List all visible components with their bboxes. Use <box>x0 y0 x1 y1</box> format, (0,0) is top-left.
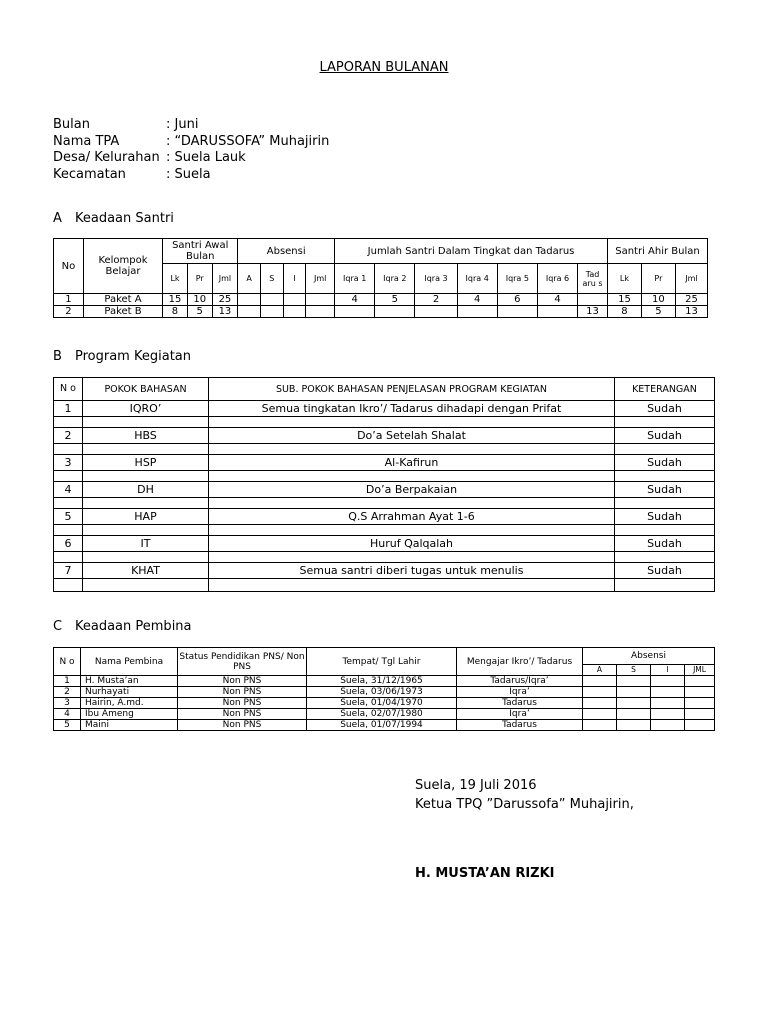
table-cell: 4 <box>335 294 375 306</box>
table-cell: IQRO’ <box>83 401 209 417</box>
table-cell: Sudah <box>615 509 715 525</box>
empty-cell <box>583 709 617 720</box>
empty-cell <box>54 579 83 592</box>
table-cell: 8 <box>163 306 188 318</box>
sub-header-cell: I <box>283 264 306 294</box>
table-cell <box>537 306 577 318</box>
table-cell: HAP <box>83 509 209 525</box>
table-cell: Paket A <box>83 294 162 306</box>
sub-header-cell: Iqra 5 <box>497 264 537 294</box>
sub-header-cell: Tad aru s <box>578 264 608 294</box>
table-cell <box>306 294 335 306</box>
empty-cell <box>617 720 651 731</box>
spacer-row <box>54 579 715 592</box>
table-cell: Maini <box>81 720 178 731</box>
table-cell <box>335 306 375 318</box>
sub-header-cell: Iqra 3 <box>415 264 457 294</box>
table-row <box>54 428 715 444</box>
col-no: N o <box>54 648 81 676</box>
table-cell: DH <box>83 482 209 498</box>
empty-cell <box>83 552 209 563</box>
col-santri-awal: Santri Awal Bulan <box>163 239 238 264</box>
table-cell <box>238 294 261 306</box>
col-pokok: POKOK BAHASAN <box>83 378 209 401</box>
table-cell: 2 <box>415 294 457 306</box>
table-cell: H. Musta’an <box>81 676 178 687</box>
info-bulan: Bulan : Juni <box>53 117 199 132</box>
empty-cell <box>83 498 209 509</box>
table-cell: 3 <box>54 455 83 471</box>
table-cell: 13 <box>212 306 238 318</box>
table-row <box>54 536 715 552</box>
col-kelompok: Kelompok Belajar <box>83 239 162 294</box>
empty-cell <box>617 709 651 720</box>
table-cell: 3 <box>54 698 81 709</box>
page-title: LAPORAN BULANAN <box>319 60 449 75</box>
table-cell: 4 <box>54 709 81 720</box>
table-cell <box>415 306 457 318</box>
table-cell <box>260 306 283 318</box>
empty-cell <box>54 417 83 428</box>
table-cell: Do’a Setelah Shalat <box>209 428 615 444</box>
empty-cell <box>83 444 209 455</box>
spacer-row <box>54 498 715 509</box>
table-cell: 5 <box>187 306 212 318</box>
table-cell <box>457 306 497 318</box>
empty-cell <box>583 687 617 698</box>
table-cell <box>283 306 306 318</box>
sub-header-cell: Iqra 1 <box>335 264 375 294</box>
table-cell: Hairin, A.md. <box>81 698 178 709</box>
table-cell: 5 <box>375 294 415 306</box>
table-cell: 6 <box>497 294 537 306</box>
empty-cell <box>617 687 651 698</box>
table-cell: 4 <box>54 482 83 498</box>
empty-cell <box>685 687 715 698</box>
section-b-heading: B Program Kegiatan <box>53 349 191 364</box>
sub-header-cell: Iqra 4 <box>457 264 497 294</box>
table-cell <box>306 306 335 318</box>
table-cell: Tadarus/Iqra’ <box>457 676 583 687</box>
table-cell: Q.S Arrahman Ayat 1-6 <box>209 509 615 525</box>
table-cell: Paket B <box>83 306 162 318</box>
table-cell: KHAT <box>83 563 209 579</box>
table-cell: Sudah <box>615 455 715 471</box>
table-cell: 1 <box>54 401 83 417</box>
sub-header-cell: Lk <box>163 264 188 294</box>
table-cell: 13 <box>675 306 707 318</box>
empty-cell <box>209 417 615 428</box>
table-cell: Semua tingkatan Ikro’/ Tadarus dihadapi dengan Prifat <box>209 401 615 417</box>
table-row <box>54 294 708 306</box>
empty-cell <box>54 498 83 509</box>
table-cell: 6 <box>54 536 83 552</box>
section-c-heading: C Keadaan Pembina <box>53 619 192 634</box>
table-cell: Huruf Qalqalah <box>209 536 615 552</box>
info-nama-tpa: Nama TPA : “DARUSSOFA” Muhajirin <box>53 133 330 149</box>
empty-cell <box>617 676 651 687</box>
col-mengajar: Mengajar Ikro’/ Tadarus <box>457 648 583 676</box>
empty-cell <box>651 720 685 731</box>
empty-cell <box>615 552 715 563</box>
program-table <box>53 377 715 592</box>
sub-header-cell: JML <box>685 665 715 676</box>
table-cell: Tadarus <box>457 720 583 731</box>
empty-cell <box>685 676 715 687</box>
empty-cell <box>209 498 615 509</box>
table-cell <box>260 294 283 306</box>
table-cell: HSP <box>83 455 209 471</box>
table-cell: Tadarus <box>457 698 583 709</box>
empty-cell <box>651 676 685 687</box>
empty-cell <box>615 579 715 592</box>
sub-header-cell: S <box>260 264 283 294</box>
col-nama: Nama Pembina <box>81 648 178 676</box>
empty-cell <box>83 417 209 428</box>
empty-cell <box>651 698 685 709</box>
col-no: No <box>54 239 84 294</box>
col-keterangan: KETERANGAN <box>615 378 715 401</box>
table-cell: Suela, 01/07/1994 <box>307 720 457 731</box>
empty-cell <box>615 498 715 509</box>
table-cell: Sudah <box>615 563 715 579</box>
table-row <box>54 698 715 709</box>
empty-cell <box>615 471 715 482</box>
sub-header-cell: Jml <box>675 264 707 294</box>
table-cell: 5 <box>54 509 83 525</box>
table-row <box>54 687 715 698</box>
col-absensi: Absensi <box>238 239 335 264</box>
table-cell: 2 <box>54 687 81 698</box>
empty-cell <box>685 709 715 720</box>
table-cell: HBS <box>83 428 209 444</box>
spacer-row <box>54 471 715 482</box>
table-cell: Suela, 02/07/1980 <box>307 709 457 720</box>
table-cell: 1 <box>54 294 84 306</box>
table-cell: Non PNS <box>178 676 307 687</box>
table-cell: Non PNS <box>178 687 307 698</box>
sub-header-cell: A <box>238 264 261 294</box>
table-cell: Sudah <box>615 428 715 444</box>
empty-cell <box>209 444 615 455</box>
col-sub-pokok: SUB. POKOK BAHASAN PENJELASAN PROGRAM KEGIATAN <box>209 378 615 401</box>
empty-cell <box>685 698 715 709</box>
table-row <box>54 563 715 579</box>
table-row <box>54 676 715 687</box>
sub-header-cell: Iqra 6 <box>537 264 577 294</box>
table-cell: 13 <box>578 306 608 318</box>
empty-cell <box>54 471 83 482</box>
col-santri-ahir: Santri Ahir Bulan <box>607 239 707 264</box>
spacer-row <box>54 444 715 455</box>
spacer-row <box>54 525 715 536</box>
empty-cell <box>209 471 615 482</box>
col-ttl: Tempat/ Tgl Lahir <box>307 648 457 676</box>
section-a-heading: A Keadaan Santri <box>53 211 174 226</box>
table-cell: Sudah <box>615 401 715 417</box>
sub-header-cell: I <box>651 665 685 676</box>
table-row <box>54 509 715 525</box>
table-cell: 10 <box>187 294 212 306</box>
table-cell: Suela, 01/04/1970 <box>307 698 457 709</box>
signature-place-date: Suela, 19 Juli 2016 <box>415 778 537 793</box>
sub-header-cell: Pr <box>187 264 212 294</box>
empty-cell <box>54 552 83 563</box>
sub-header-cell: Jml <box>212 264 238 294</box>
table-cell: 15 <box>607 294 641 306</box>
table-cell: 4 <box>457 294 497 306</box>
sub-header-cell: S <box>617 665 651 676</box>
table-cell <box>283 294 306 306</box>
table-cell: Suela, 03/06/1973 <box>307 687 457 698</box>
table-row <box>54 306 708 318</box>
table-cell: 8 <box>607 306 641 318</box>
table-row <box>54 482 715 498</box>
table-cell: IT <box>83 536 209 552</box>
sub-header-cell: Lk <box>607 264 641 294</box>
signature-name: H. MUSTA’AN RIZKI <box>415 866 555 881</box>
table-cell: 25 <box>212 294 238 306</box>
table-cell: Non PNS <box>178 709 307 720</box>
sub-header-cell: A <box>583 665 617 676</box>
table-cell: 1 <box>54 676 81 687</box>
table-cell <box>238 306 261 318</box>
empty-cell <box>83 471 209 482</box>
empty-cell <box>209 552 615 563</box>
table-row <box>54 455 715 471</box>
table-cell: 5 <box>641 306 675 318</box>
col-status: Status Pendidikan PNS/ Non PNS <box>178 648 307 676</box>
empty-cell <box>83 579 209 592</box>
table-cell: Non PNS <box>178 698 307 709</box>
empty-cell <box>617 698 651 709</box>
table-cell: Sudah <box>615 536 715 552</box>
sub-header-cell: Jml <box>306 264 335 294</box>
santri-table <box>53 238 708 318</box>
table-cell: Nurhayati <box>81 687 178 698</box>
table-cell: Al-Kafirun <box>209 455 615 471</box>
table-row <box>54 709 715 720</box>
table-cell: Iqra’ <box>457 709 583 720</box>
empty-cell <box>209 579 615 592</box>
col-no: N o <box>54 378 83 401</box>
empty-cell <box>615 417 715 428</box>
col-absensi: Absensi <box>583 648 715 665</box>
table-cell: Iqra’ <box>457 687 583 698</box>
info-kecamatan: Kecamatan : Suela <box>53 166 211 182</box>
table-cell: Sudah <box>615 482 715 498</box>
empty-cell <box>54 444 83 455</box>
empty-cell <box>583 698 617 709</box>
empty-cell <box>83 525 209 536</box>
table-cell: 2 <box>54 428 83 444</box>
table-cell: Ibu Ameng <box>81 709 178 720</box>
empty-cell <box>651 687 685 698</box>
table-cell: 15 <box>163 294 188 306</box>
table-cell <box>578 294 608 306</box>
sub-header-cell: Iqra 2 <box>375 264 415 294</box>
info-desa: Desa/ Kelurahan : Suela Lauk <box>53 150 246 165</box>
empty-cell <box>209 525 615 536</box>
empty-cell <box>615 444 715 455</box>
empty-cell <box>54 525 83 536</box>
table-cell: 10 <box>641 294 675 306</box>
table-cell: 2 <box>54 306 84 318</box>
report-info <box>53 117 329 183</box>
table-row <box>54 401 715 417</box>
empty-cell <box>615 525 715 536</box>
signature-role: Ketua TPQ ”Darussofa” Muhajirin, <box>415 797 634 812</box>
table-cell: 7 <box>54 563 83 579</box>
table-cell: 25 <box>675 294 707 306</box>
empty-cell <box>651 709 685 720</box>
table-cell: Do’a Berpakaian <box>209 482 615 498</box>
table-cell: Non PNS <box>178 720 307 731</box>
pembina-table <box>53 647 715 731</box>
sub-header-cell: Pr <box>641 264 675 294</box>
col-jumlah: Jumlah Santri Dalam Tingkat dan Tadarus <box>335 239 608 264</box>
table-cell: 5 <box>54 720 81 731</box>
spacer-row <box>54 552 715 563</box>
table-row <box>54 720 715 731</box>
table-cell: Semua santri diberi tugas untuk menulis <box>209 563 615 579</box>
spacer-row <box>54 417 715 428</box>
empty-cell <box>685 720 715 731</box>
table-cell: Suela, 31/12/1965 <box>307 676 457 687</box>
table-cell <box>375 306 415 318</box>
table-cell <box>497 306 537 318</box>
table-cell: 4 <box>537 294 577 306</box>
empty-cell <box>583 720 617 731</box>
empty-cell <box>583 676 617 687</box>
